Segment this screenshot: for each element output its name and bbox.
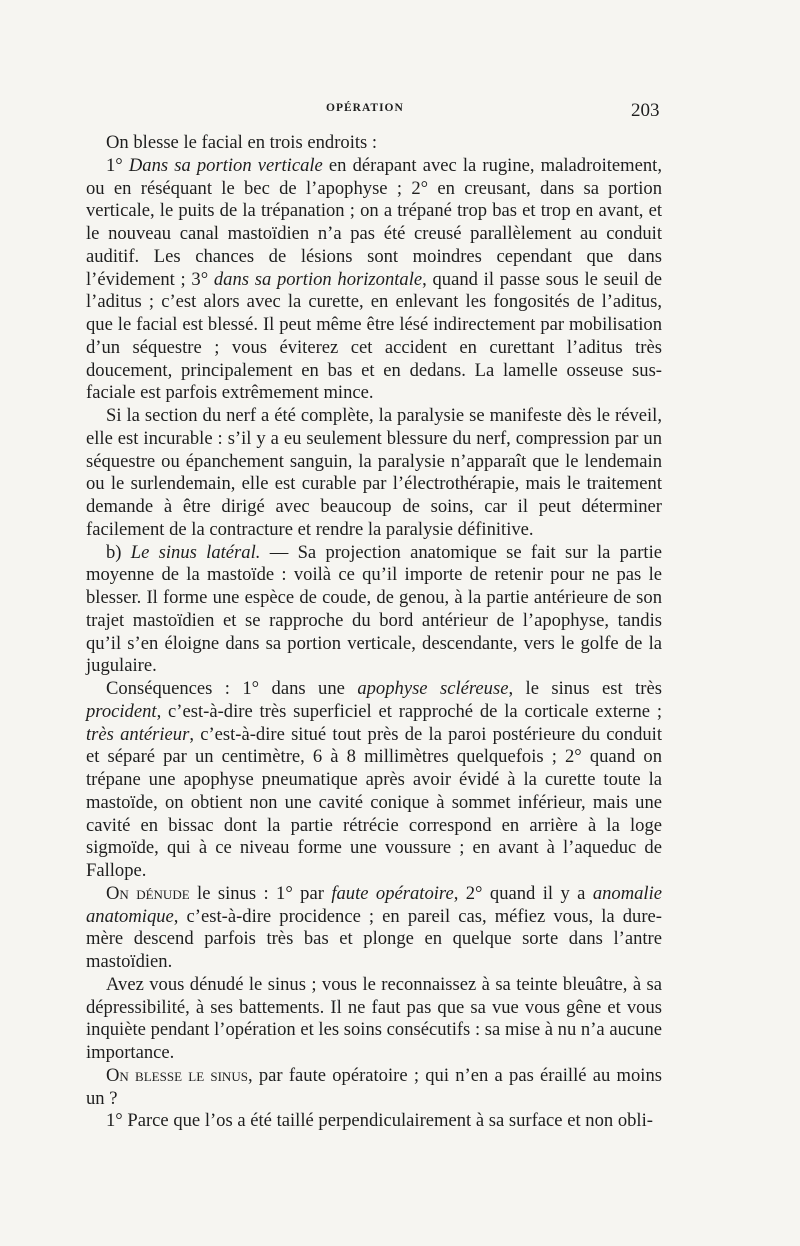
text-segment: , c’est-à-dire très superficiel et rapproché de la corticale externe ; [156, 700, 662, 722]
paragraph-p3 [86, 405, 662, 542]
paragraph-p6 [86, 883, 662, 974]
text-segment: , quand il passe sous le seuil de l’aditus ; c’est alors avec la curette, en enlevant les fongosités de l’aditus, que le facial est blessé. Il peut même être lésé indirectement par mobilisation d’un séquestre ; vous éviterez cet accident en curettant l’aditus très doucement, principalement en bas et en dedans. La lamelle osseuse sus-faciale est parfois extrêmement mince. [86, 268, 662, 404]
page-number: 203 [631, 100, 660, 121]
text-segment: le sinus : 1° par [189, 882, 332, 904]
paragraph-p5 [86, 678, 662, 883]
text-segment: apophyse scléreuse [357, 678, 509, 699]
text-segment: faute opératoire [331, 882, 454, 904]
text-segment: anomalie anatomique [86, 882, 663, 927]
paragraph-p8 [86, 1065, 662, 1111]
text-segment: On dénude [106, 882, 190, 904]
text-segment: , c’est-à-dire situé tout près de la paroi postérieure du conduit et séparé par un centimètre, 6 à 8 millimètres quelquefois ; 2° quand on trépane une apophyse pneumatique après avoir évidé à la curette toute la mastoïde, on obtient non une cavité conique à sommet inférieur, mais une cavité en bissac dont la partie rétrécie correspond en arrière à la loge sigmoïde, qui à ce niveau forme une voussure ; en avant à l’aqueduc de Fallope. [86, 723, 663, 881]
text-segment: — Sa projection anatomique se fait sur la partie moyenne de la mastoïde : voilà ce qu’il importe de retenir pour ne pas le blesser. Il forme une espèce de coude, de genou, à la partie antérieure de son trajet mastoïdien et se rapproche du bord antérieur de l’apophyse, tandis qu’il s’en éloigne dans sa portion verticale, descendante, vers le golfe de la jugulaire. [86, 541, 662, 677]
text-segment: , par faute opératoire ; qui n’en a pas éraillé au moins un ? [86, 1064, 662, 1109]
paragraph-p2 [86, 155, 662, 405]
paragraph-p9 [86, 1110, 662, 1133]
text-segment: dans sa portion horizontale [213, 268, 423, 290]
paragraph-p7 [86, 974, 662, 1065]
page-header [0, 100, 800, 124]
text-segment: en dérapant avec la rugine, maladroitement, ou en réséquant le bec de l’apophyse ; 2° en creusant, dans sa portion verticale, le puits de la trépanation ; on a trépané trop bas et trop en avant, et le nouveau canal mastoïdien n’a pas été creusé parallèlement au conduit auditif. Les chances de lésions sont moindres cependant que dans l’évidement ; 3° [86, 154, 662, 290]
text-segment: 1° [106, 154, 129, 176]
paragraph-p1 [86, 132, 662, 155]
text-segment: très antérieur [86, 723, 190, 745]
text-segment: Si la section du nerf a été complète, la paralysie se manifeste dès le réveil, elle est incurable : s’il y a eu seulement blessure du nerf, compression par un séquestre ou épanchement sanguin, la paralysie n’apparaît que le lendemain ou le surlendemain, elle est curable par l’électrothérapie, mais le traitement demande à être dirigé avec beaucoup de soins, car il peut déterminer facilement de la contracture et rendre la paralysie définitive. [86, 405, 662, 540]
text-segment: b) [106, 541, 131, 563]
text-segment: Avez vous dénudé le sinus ; vous le reconnaissez à sa teinte bleuâtre, à sa dépressibilité, à ses battements. Il ne faut pas que sa vue vous gêne et vous inquiète pendant l’opération et les soins consécutifs : sa mise à nu n’a aucune importance. [86, 973, 662, 1063]
text-segment: Le sinus latéral. [130, 541, 261, 563]
paragraph-p4 [86, 542, 662, 679]
body-text [86, 132, 662, 1133]
text-segment: , c’est-à-dire procidence ; en pareil cas, méfiez vous, la dure-mère descend parfois très bas et plonge en quelque sorte dans l’antre mastoïdien. [86, 905, 662, 972]
text-segment: On blesse le facial en trois endroits : [106, 132, 378, 153]
text-segment: Conséquences : 1° dans une [106, 678, 358, 699]
text-segment: 1° Parce que l’os a été taillé perpendiculairement à sa surface et non obli- [106, 1110, 653, 1132]
text-segment: procident [86, 700, 157, 722]
text-segment: On blesse le sinus [106, 1064, 248, 1086]
text-segment: , le sinus est très [508, 678, 662, 699]
text-segment: Dans sa portion verticale [128, 154, 323, 176]
running-title: OPÉRATION [326, 102, 404, 114]
text-segment: , 2° quand il y a [453, 882, 593, 904]
